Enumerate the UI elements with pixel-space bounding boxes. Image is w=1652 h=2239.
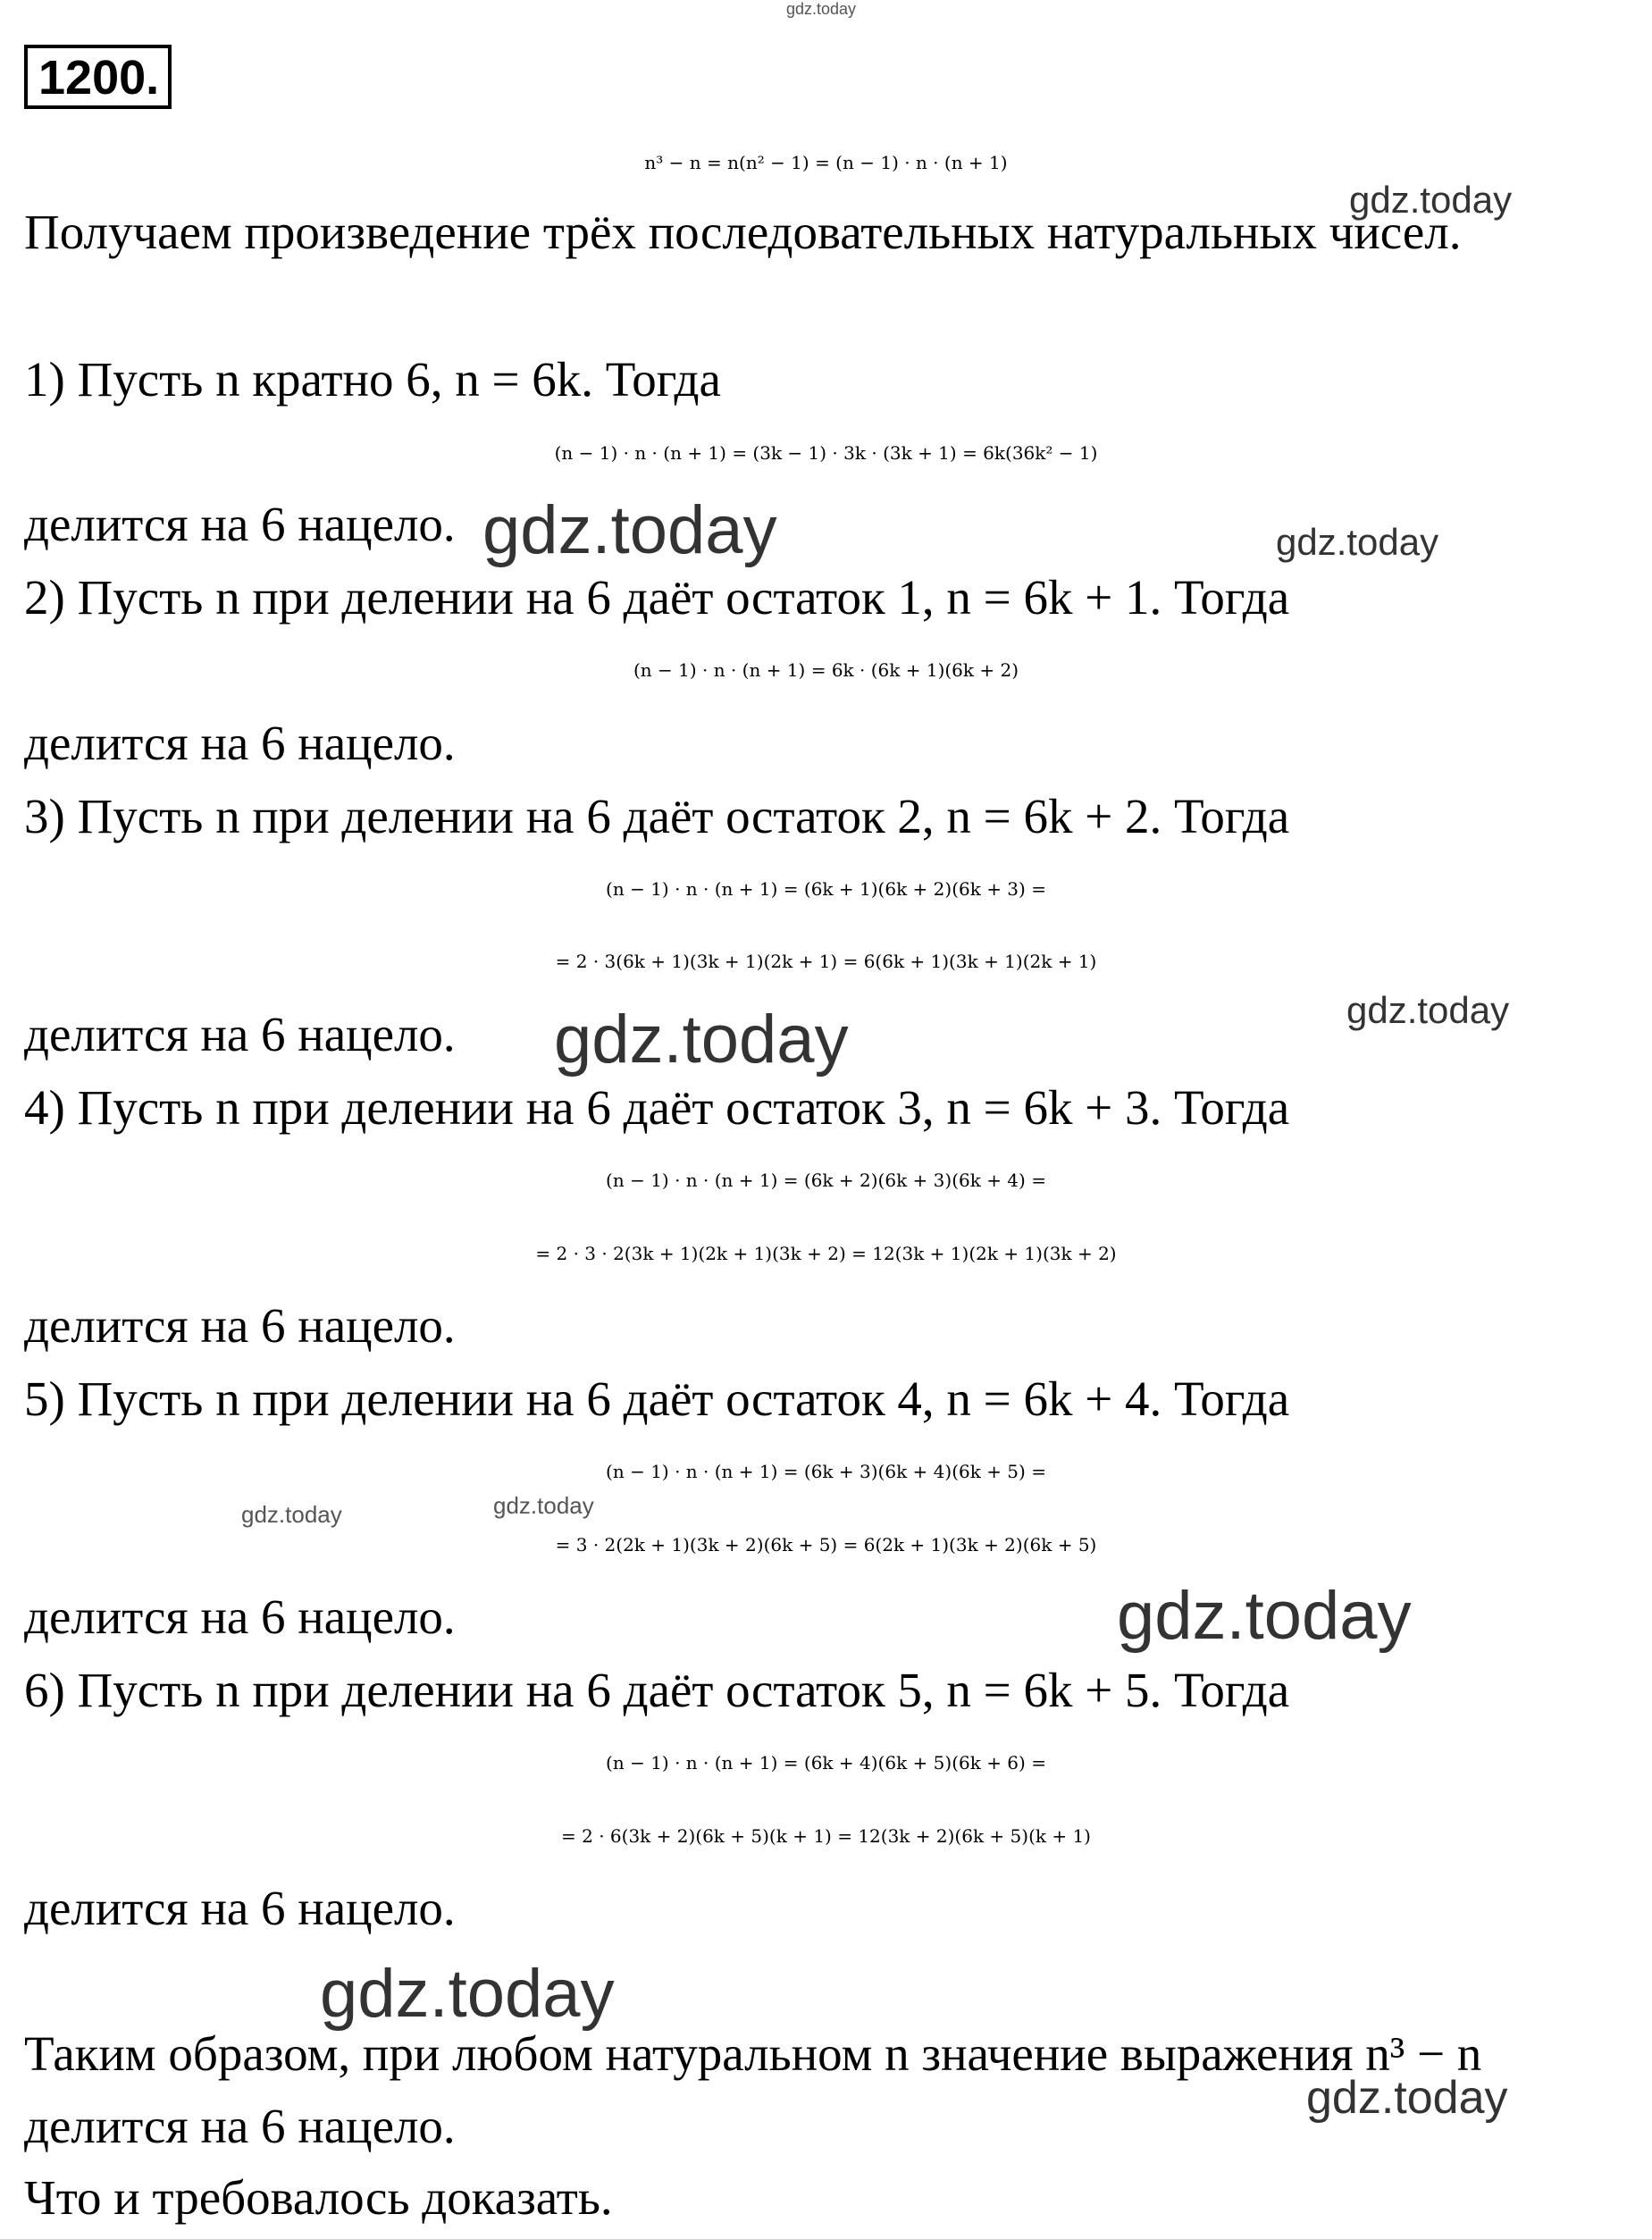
watermark: gdz.today [1276,521,1439,563]
case-6-formula-2: = 2 · 6(3k + 2)(6k + 5)(k + 1) = 12(3k + 2)(6k + 5)(k + 1) [561,1825,1091,1847]
case-5-heading: 5) Пусть n при делении на 6 даёт остаток 4, n = 6k + 4. Тогда [24,1371,1290,1426]
case-3-heading: 3) Пусть n при делении на 6 даёт остаток 2, n = 6k + 2. Тогда [24,789,1290,843]
case-2-formula: (n − 1) · n · (n + 1) = 6k · (6k + 1)(6k + 2) [633,659,1019,681]
case-4-formula-2: = 2 · 3 · 2(3k + 1)(2k + 1)(3k + 2) = 12(3k + 1)(2k + 1)(3k + 2) [535,1243,1117,1264]
watermark: gdz.today [554,1002,849,1078]
intro-text: Получаем произведение трёх последовательных натуральных чисел. [24,205,1462,259]
case-5-formula-1: (n − 1) · n · (n + 1) = (6k + 3)(6k + 4)(6k + 5) = [606,1461,1046,1482]
case-3-formula-2: = 2 · 3(6k + 1)(3k + 1)(2k + 1) = 6(6k + 1)(3k + 1)(2k + 1) [555,951,1097,972]
final-line-3: Что и требовалось доказать. [24,2170,613,2225]
case-3-conclusion: делится на 6 нацело. [24,1007,456,1061]
case-4-formula-1: (n − 1) · n · (n + 1) = (6k + 2)(6k + 3)(6k + 4) = [606,1170,1046,1191]
watermark: gdz.today [1346,989,1510,1031]
case-3-formula-1: (n − 1) · n · (n + 1) = (6k + 1)(6k + 2)(6k + 3) = [606,878,1046,900]
case-1-formula: (n − 1) · n · (n + 1) = (3k − 1) · 3k · (3k + 1) = 6k(36k² − 1) [554,442,1098,464]
case-2-conclusion: делится на 6 нацело. [24,716,456,770]
case-2-heading: 2) Пусть n при делении на 6 даёт остаток 1, n = 6k + 1. Тогда [24,570,1290,625]
watermark: gdz.today [1306,2072,1508,2124]
case-6-conclusion: делится на 6 нацело. [24,1881,456,1935]
final-line-1: Таким образом, при любом натуральном n значение выражения n³ − n [24,2026,1482,2081]
watermark: gdz.today [320,1956,615,2032]
case-4-conclusion: делится на 6 нацело. [24,1298,456,1353]
case-5-conclusion: делится на 6 нацело. [24,1589,456,1644]
case-6-formula-1: (n − 1) · n · (n + 1) = (6k + 4)(6k + 5)(6k + 6) = [606,1752,1046,1774]
watermark: gdz.today [786,0,857,18]
intro-formula: n³ − n = n(n² − 1) = (n − 1) · n · (n + 1) [644,152,1008,173]
case-4-heading: 4) Пусть n при делении на 6 даёт остаток 3, n = 6k + 3. Тогда [24,1080,1290,1135]
case-1-conclusion: делится на 6 нацело. [24,497,456,551]
case-6-heading: 6) Пусть n при делении на 6 даёт остаток 5, n = 6k + 5. Тогда [24,1663,1290,1717]
watermark: gdz.today [493,1492,594,1519]
final-line-2: делится на 6 нацело. [24,2099,456,2153]
case-5-formula-2: = 3 · 2(2k + 1)(3k + 2)(6k + 5) = 6(2k + 1)(3k + 2)(6k + 5) [555,1534,1097,1556]
watermark: gdz.today [1117,1578,1412,1654]
case-1-heading: 1) Пусть n кратно 6, n = 6k. Тогда [24,352,721,407]
watermark: gdz.today [241,1501,342,1528]
watermark: gdz.today [482,492,777,568]
watermark: gdz.today [1349,179,1513,221]
problem-number: 1200. [24,45,172,109]
